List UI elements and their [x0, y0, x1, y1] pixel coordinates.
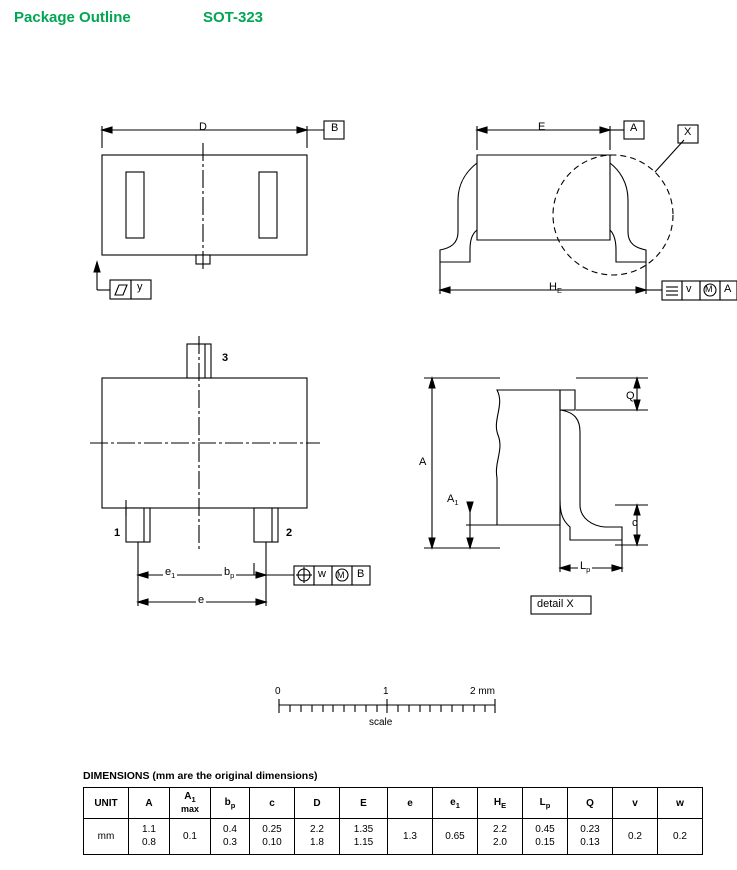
package-name: SOT-323	[203, 9, 264, 26]
col-unit: UNIT	[84, 788, 129, 819]
cell-w: 0.2	[658, 819, 703, 855]
tolerance-w: w	[318, 568, 326, 580]
cell-bp: 0.4 0.3	[211, 819, 250, 855]
pin-label-1: 1	[114, 527, 121, 539]
modifier-m-icon-2: M	[337, 570, 345, 580]
datum-label-B: B	[331, 122, 339, 134]
cell-Lp: 0.45 0.15	[523, 819, 568, 855]
cell-E: 1.35 1.15	[340, 819, 388, 855]
dim-label-D: D	[199, 121, 207, 133]
dim-label-A1: $A_1$	[447, 493, 459, 508]
cell-e1: 0.65	[433, 819, 478, 855]
datum-label-A: A	[630, 122, 638, 134]
dim-label-E: E	[538, 121, 546, 133]
cell-HE: 2.2 2.0	[478, 819, 523, 855]
table-header-row	[84, 788, 703, 819]
dim-label-A: A	[419, 456, 427, 468]
col-Q: Q	[568, 788, 613, 819]
detail-x-label: detail X	[537, 598, 574, 610]
cell-A1: 0.1	[170, 819, 211, 855]
pin-label-2: 2	[286, 527, 293, 539]
page-title: Package Outline	[14, 9, 131, 26]
dim-label-e1: $e_1$	[165, 566, 176, 581]
modifier-m-icon: M	[705, 284, 713, 294]
flatness-value-y: y	[137, 281, 143, 293]
col-D: D	[295, 788, 340, 819]
dim-label-Lp: $L_p$	[580, 560, 591, 575]
col-E: E	[340, 788, 388, 819]
scale-tick-0: 0	[275, 686, 281, 697]
tolerance-v: v	[686, 283, 692, 295]
cell-c: 0.25 0.10	[250, 819, 295, 855]
dim-label-bp: $b_p$	[224, 566, 235, 581]
cell-unit: mm	[84, 819, 129, 855]
table-row	[84, 819, 703, 855]
scale-tick-2: 2 mm	[470, 686, 495, 697]
cell-A: 1.1 0.8	[129, 819, 170, 855]
col-w: w	[658, 788, 703, 819]
cell-e: 1.3	[388, 819, 433, 855]
col-bp: $b_p$	[211, 788, 250, 819]
cell-D: 2.2 1.8	[295, 819, 340, 855]
col-A1: $A_1$ max	[170, 788, 211, 819]
dim-label-c: c	[632, 517, 638, 529]
dimensions-table	[83, 787, 703, 855]
cell-v: 0.2	[613, 819, 658, 855]
col-v: v	[613, 788, 658, 819]
dim-label-HE: $H_E$	[549, 281, 562, 296]
tolerance-datum-B: B	[357, 568, 365, 580]
dim-label-Q: Q	[626, 390, 635, 402]
scale-label: scale	[369, 717, 393, 728]
detail-callout-X: X	[684, 126, 692, 138]
cell-Q: 0.23 0.13	[568, 819, 613, 855]
pin-label-3: 3	[222, 352, 229, 364]
dim-label-e: e	[198, 594, 205, 606]
col-c: c	[250, 788, 295, 819]
tolerance-datum-A: A	[724, 283, 732, 295]
col-HE: $H_E$	[478, 788, 523, 819]
col-A: A	[129, 788, 170, 819]
dimensions-title: DIMENSIONS (mm are the original dimensions)	[83, 770, 318, 782]
scale-tick-1: 1	[383, 686, 389, 697]
col-e1: $e_1$	[433, 788, 478, 819]
col-e: e	[388, 788, 433, 819]
col-Lp: $L_p$	[523, 788, 568, 819]
